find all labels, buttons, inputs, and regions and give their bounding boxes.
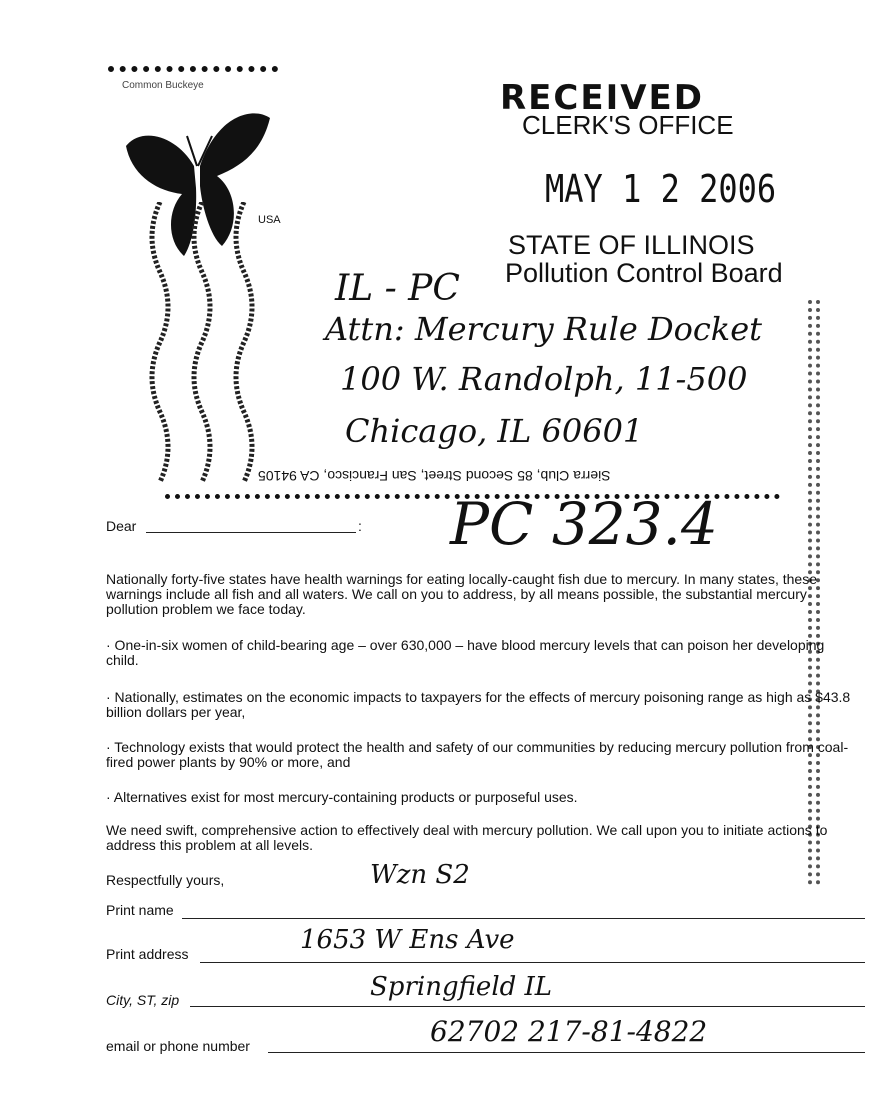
city-line[interactable] [190,1006,865,1007]
contact-value: 62702 217-81-4822 [430,1015,708,1048]
salutation-line [146,532,356,533]
contact-line[interactable] [268,1052,865,1053]
stamp-perforation-top [108,66,278,72]
docket-mark: PC 323.4 [450,490,718,558]
city-value: Springfield IL [370,972,553,1002]
print-address-label: Print address [106,946,189,962]
letter-bullet-2: · Nationally, estimates on the economic impacts to taxpayers for the effects of mercury poisoning range as high as $43.8 billion dollars per year, [106,689,851,720]
postage-stamp [100,62,290,482]
letter-signoff: Respectfully yours, [106,872,225,888]
address-line-4: Chicago, IL 60601 [345,412,644,450]
print-address-line[interactable] [200,962,865,963]
letter-closing: We need swift, comprehensive action to effectively deal with mercury pollution. We call upon you to initiate actions to address this problem at all levels. [106,822,828,853]
print-name-label: Print name [106,902,174,918]
letter-bullet-1: · One-in-six women of child-bearing age – over 630,000 – have blood mercury levels that can poison her developing child. [106,637,825,668]
letter-bullet-4: · Alternatives exist for most mercury-containing products or purposeful uses. [106,789,578,805]
received-stamp-office: CLERK'S OFFICE [522,110,734,140]
address-line-2: Attn: Mercury Rule Docket [325,310,762,348]
salutation-colon: : [358,518,362,534]
letter-intro: Nationally forty-five states have health warnings for eating locally-caught fish due to mercury. In many states, these warnings include all fish and all waters. We call on you to address, by all means possible, the substantial mercury pollution problem we face today. [106,571,817,617]
received-stamp-state: STATE OF ILLINOIS [508,230,755,260]
address-line-3: 100 W. Randolph, 11-500 [340,360,748,398]
stamp-country: USA [258,214,281,226]
city-label: City, ST, zip [106,992,180,1008]
print-name-line[interactable] [182,918,865,919]
received-stamp-title: RECEIVED [500,78,704,118]
stamp-label: Common Buckeye [122,80,204,91]
address-line-1: IL - PC [335,268,460,309]
letter-bullet-3: · Technology exists that would protect the health and safety of our communities by reducing mercury pollution from coal-fired power plants by 90% or more, and [106,739,849,770]
print-address-value: 1653 W Ens Ave [300,925,515,955]
received-stamp-date: MAY 1 2 2006 [545,166,777,212]
cancellation-waves-icon [140,202,280,482]
signature: Wzn S2 [370,860,470,890]
salutation: Dear [106,518,137,534]
contact-label: email or phone number [106,1038,250,1054]
received-stamp-board: Pollution Control Board [505,258,783,288]
return-address: Sierra Club, 85 Second Street, San Francisco, CA 94105 [258,468,611,484]
